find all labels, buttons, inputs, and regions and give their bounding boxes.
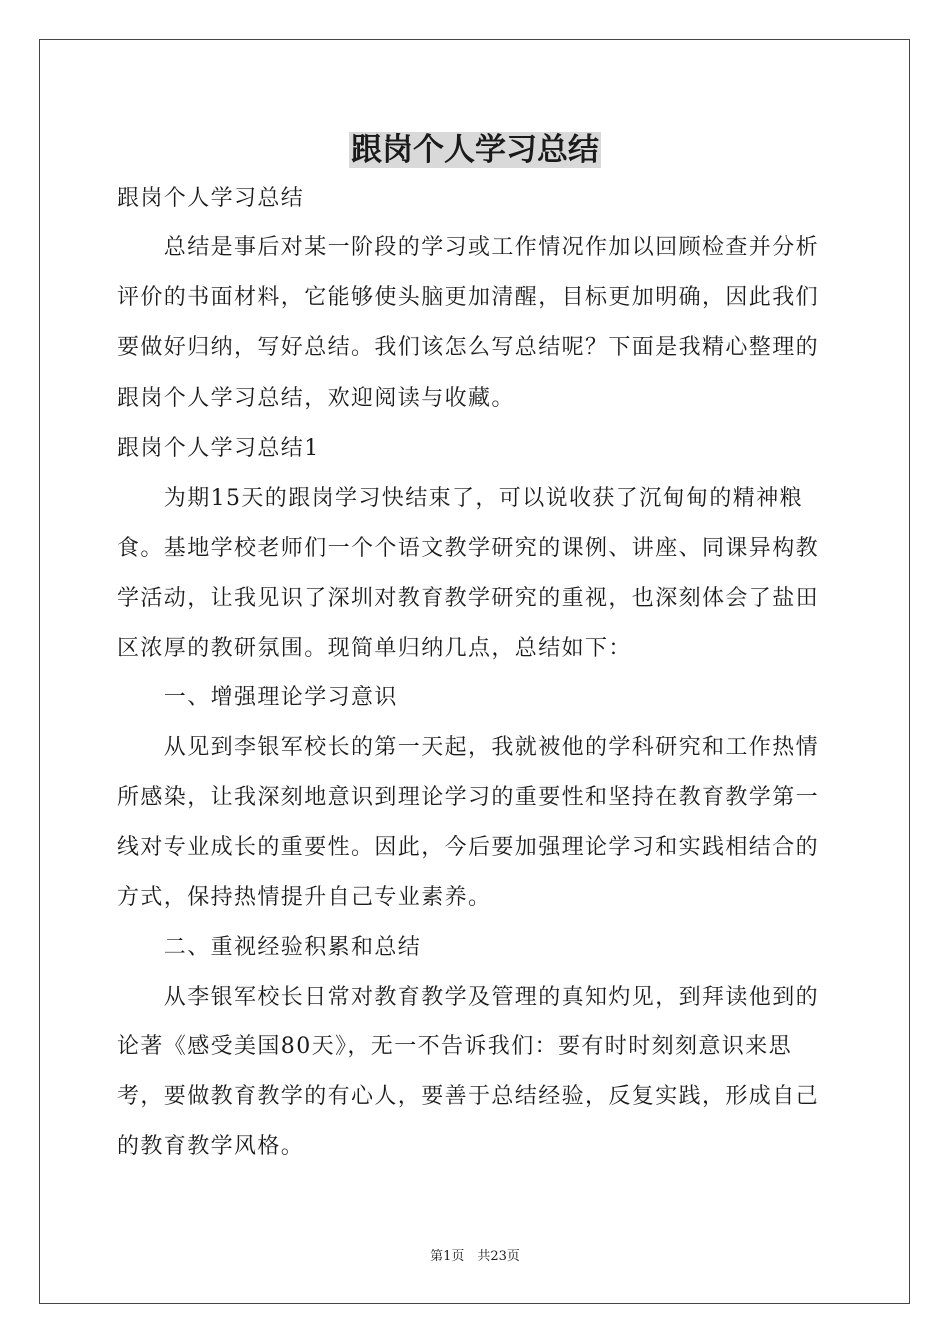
paragraph-line: 的教育教学风格。 bbox=[117, 1134, 305, 1159]
paragraph-line: 论著《感受美国80天》，无一不告诉我们：要有时时刻刻意识来思 bbox=[117, 1034, 792, 1059]
subsection-heading: 二、重视经验积累和总结 bbox=[117, 935, 422, 960]
paragraph-line: 食。基地学校老师们一个个语文教学研究的课例、讲座、同课异构教 bbox=[117, 536, 820, 561]
paragraph-line: 跟岗个人学习总结，欢迎阅读与收藏。 bbox=[117, 386, 515, 411]
paragraph-line: 区浓厚的教研氛围。现简单归纳几点，总结如下： bbox=[117, 636, 632, 661]
subtitle-line: 跟岗个人学习总结 bbox=[117, 186, 305, 211]
paragraph-line: 从李银军校长日常对教育教学及管理的真知灼见，到拜读他到的 bbox=[117, 985, 820, 1010]
subsection-heading: 一、增强理论学习意识 bbox=[117, 685, 398, 710]
paragraph-line: 从见到李银军校长的第一天起，我就被他的学科研究和工作热情 bbox=[117, 735, 820, 760]
paragraph-line: 方式，保持热情提升自己专业素养。 bbox=[117, 885, 492, 910]
paragraph-line: 所感染，让我深刻地意识到理论学习的重要性和坚持在教育教学第一 bbox=[117, 785, 820, 810]
page-footer: 第1页 共23页 bbox=[430, 1249, 520, 1264]
paragraph-line: 考，要做教育教学的有心人，要善于总结经验，反复实践，形成自己 bbox=[117, 1084, 820, 1109]
paragraph-line: 总结是事后对某一阶段的学习或工作情况作加以回顾检查并分析 bbox=[117, 235, 820, 260]
page-border bbox=[39, 39, 910, 1304]
paragraph-line: 要做好归纳，写好总结。我们该怎么写总结呢？下面是我精心整理的 bbox=[117, 335, 820, 360]
document-title-text: 跟岗个人学习总结 bbox=[351, 132, 599, 168]
paragraph-line: 为期15天的跟岗学习快结束了，可以说收获了沉甸甸的精神粮 bbox=[117, 486, 803, 511]
section-heading: 跟岗个人学习总结1 bbox=[117, 436, 320, 461]
document-title bbox=[0, 128, 950, 172]
paragraph-line: 学活动，让我见识了深圳对教育教学研究的重视，也深刻体会了盐田 bbox=[117, 586, 820, 611]
paragraph-line: 线对专业成长的重要性。因此，今后要加强理论学习和实践相结合的 bbox=[117, 835, 820, 860]
paragraph-line: 评价的书面材料，它能够使头脑更加清醒，目标更加明确，因此我们 bbox=[117, 285, 820, 310]
